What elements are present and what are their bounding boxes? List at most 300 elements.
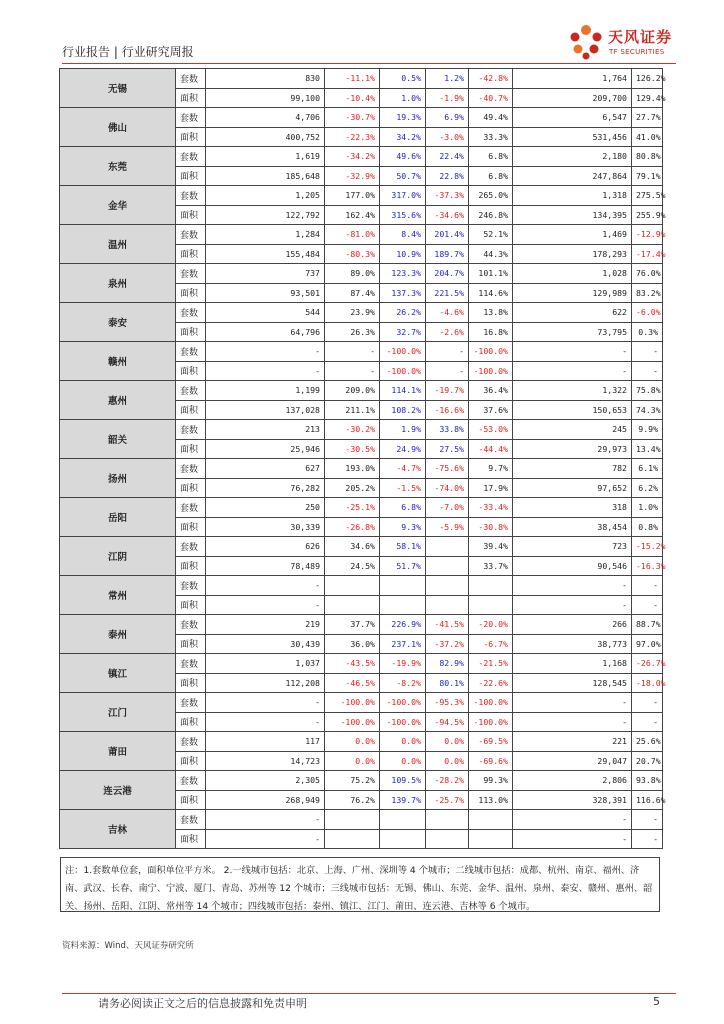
value-cell: -4.6% [426, 303, 469, 323]
row-type-label: 面积 [176, 556, 206, 576]
value-cell: -100.0% [469, 361, 513, 381]
value-cell: -40.7% [469, 88, 513, 108]
value-cell: 1.9% [380, 420, 426, 440]
row-type-label: 套数 [176, 576, 206, 596]
city-name: 佛山 [60, 108, 176, 147]
value-cell [469, 576, 513, 596]
value-cell: 36.0% [325, 634, 380, 654]
value-cell: 44.3% [469, 244, 513, 264]
row-type-label: 面积 [176, 790, 206, 810]
housing-sales-table [59, 68, 666, 849]
value-cell: 30,339 [206, 517, 325, 537]
value-cell: 193.0% [325, 459, 380, 479]
footer-disclaimer: 请务必阅读正文之后的信息披露和免责申明 [98, 997, 307, 1010]
value-cell: - [513, 829, 632, 849]
value-cell: 113.0% [469, 790, 513, 810]
value-cell: 26.2% [380, 303, 426, 323]
value-cell [380, 595, 426, 615]
city-name: 常州 [60, 576, 176, 615]
value-cell [380, 810, 426, 830]
value-cell: 1,469 [513, 225, 632, 245]
table-row [60, 615, 663, 635]
company-logo [566, 22, 676, 62]
value-cell: 328,391 [513, 790, 632, 810]
city-name: 韶关 [60, 420, 176, 459]
value-cell: -2.6% [426, 322, 469, 342]
value-cell: - [206, 829, 325, 849]
value-cell: 134,395 [513, 205, 632, 225]
value-cell: 1.0% [380, 88, 426, 108]
value-cell: 10.9% [380, 244, 426, 264]
value-cell: 6,547 [513, 108, 632, 128]
value-cell: 9.9% [632, 420, 663, 440]
row-type-label: 面积 [176, 244, 206, 264]
value-cell: 1,168 [513, 654, 632, 674]
value-cell: 400,752 [206, 127, 325, 147]
value-cell: -11.1% [325, 69, 380, 89]
table-row [60, 147, 663, 167]
city-name: 吉林 [60, 810, 176, 849]
value-cell: -15.2% [632, 537, 663, 557]
value-cell: -6.7% [469, 634, 513, 654]
value-cell: 27.5% [426, 439, 469, 459]
table-row [60, 381, 663, 401]
value-cell: 129.4% [632, 88, 663, 108]
table-row [60, 225, 663, 245]
value-cell: - [632, 810, 663, 830]
row-type-label: 套数 [176, 186, 206, 206]
value-cell: 38,454 [513, 517, 632, 537]
value-cell [325, 595, 380, 615]
value-cell: - [513, 342, 632, 362]
table-note: 注：1.套数单位套，面积单位平方米。 2.一线城市包括：北京、上海、广州、深圳等 4 个城市；二线城市包括：成都、杭州、南京、福州、济南、武汉、长春、南宁、宁波、厦门、青岛、苏州等 12 个城市；三线城市包括：无锡、佛山、东莞、金华、温州、泉州、泰安、赣州、惠州、韶关、扬州、岳阳、江阴、常州等 14 个城市；四线城市包括：泰州、镇江、江门、莆田、连云港、吉林等 6 个城市。 [60, 857, 660, 912]
row-type-label: 套数 [176, 810, 206, 830]
header-divider [62, 63, 676, 64]
logo-text-cn: 天风证券 [608, 28, 673, 46]
value-cell: 123.3% [380, 264, 426, 284]
value-cell: 2,180 [513, 147, 632, 167]
value-cell: 155,484 [206, 244, 325, 264]
value-cell: -94.5% [426, 712, 469, 732]
row-type-label: 面积 [176, 634, 206, 654]
row-type-label: 面积 [176, 439, 206, 459]
value-cell: 76.0% [632, 264, 663, 284]
value-cell: 1,037 [206, 654, 325, 674]
value-cell: 36.4% [469, 381, 513, 401]
value-cell: 97,652 [513, 478, 632, 498]
value-cell: 1.2% [426, 69, 469, 89]
value-cell: 97.0% [632, 634, 663, 654]
value-cell: 9.3% [380, 517, 426, 537]
value-cell: - [325, 361, 380, 381]
value-cell: -34.6% [426, 205, 469, 225]
table-row [60, 303, 663, 323]
value-cell: 150,653 [513, 400, 632, 420]
value-cell: 6.8% [469, 166, 513, 186]
value-cell: 13.4% [632, 439, 663, 459]
value-cell: 24.9% [380, 439, 426, 459]
value-cell: -17.4% [632, 244, 663, 264]
table-row [60, 342, 663, 362]
value-cell: -81.0% [325, 225, 380, 245]
report-header: 行业报告 | 行业研究周报 [62, 45, 194, 59]
value-cell [325, 576, 380, 596]
value-cell: 33.7% [469, 556, 513, 576]
value-cell: 205.2% [325, 478, 380, 498]
value-cell: -95.3% [426, 693, 469, 713]
value-cell: -69.6% [469, 751, 513, 771]
city-name: 莆田 [60, 732, 176, 771]
table-row [60, 576, 663, 596]
value-cell: -100.0% [469, 693, 513, 713]
value-cell: 22.4% [426, 147, 469, 167]
value-cell: 1,619 [206, 147, 325, 167]
value-cell: 737 [206, 264, 325, 284]
value-cell: 0.8% [632, 517, 663, 537]
value-cell: -100.0% [469, 342, 513, 362]
value-cell: 237.1% [380, 634, 426, 654]
value-cell: -30.5% [325, 439, 380, 459]
row-type-label: 套数 [176, 225, 206, 245]
value-cell: 2,806 [513, 771, 632, 791]
row-type-label: 面积 [176, 400, 206, 420]
value-cell: 1,028 [513, 264, 632, 284]
value-cell: -8.2% [380, 673, 426, 693]
value-cell: - [632, 693, 663, 713]
value-cell: 93,501 [206, 283, 325, 303]
value-cell: 221.5% [426, 283, 469, 303]
logo-text-en: TF SECURITIES [609, 48, 665, 56]
value-cell: -10.4% [325, 88, 380, 108]
row-type-label: 面积 [176, 205, 206, 225]
value-cell: -46.5% [325, 673, 380, 693]
value-cell: -69.5% [469, 732, 513, 752]
value-cell: 49.4% [469, 108, 513, 128]
value-cell: 268,949 [206, 790, 325, 810]
value-cell: 101.1% [469, 264, 513, 284]
city-name: 江门 [60, 693, 176, 732]
row-type-label: 套数 [176, 693, 206, 713]
value-cell: 76.2% [325, 790, 380, 810]
value-cell: 782 [513, 459, 632, 479]
value-cell: 109.5% [380, 771, 426, 791]
value-cell: 116.6% [632, 790, 663, 810]
value-cell: 250 [206, 498, 325, 518]
value-cell: 622 [513, 303, 632, 323]
value-cell: 25.6% [632, 732, 663, 752]
value-cell [469, 595, 513, 615]
value-cell: -100.0% [380, 712, 426, 732]
value-cell: 221 [513, 732, 632, 752]
value-cell: - [513, 595, 632, 615]
value-cell [325, 810, 380, 830]
value-cell: -30.2% [325, 420, 380, 440]
city-name: 惠州 [60, 381, 176, 420]
value-cell: 88.7% [632, 615, 663, 635]
value-cell [426, 829, 469, 849]
row-type-label: 面积 [176, 127, 206, 147]
value-cell: 209,700 [513, 88, 632, 108]
city-name: 泉州 [60, 264, 176, 303]
row-type-label: 套数 [176, 420, 206, 440]
value-cell: 6.9% [426, 108, 469, 128]
value-cell: - [632, 342, 663, 362]
city-name: 无锡 [60, 69, 176, 108]
value-cell: -25.7% [426, 790, 469, 810]
value-cell: 38,773 [513, 634, 632, 654]
value-cell: -100.0% [380, 361, 426, 381]
value-cell: - [513, 361, 632, 381]
value-cell: -100.0% [469, 712, 513, 732]
value-cell: 14,723 [206, 751, 325, 771]
value-cell: 0.0% [426, 751, 469, 771]
value-cell: -33.4% [469, 498, 513, 518]
row-type-label: 套数 [176, 108, 206, 128]
value-cell: 112,208 [206, 673, 325, 693]
value-cell: 2,305 [206, 771, 325, 791]
table-row [60, 459, 663, 479]
value-cell: -20.0% [469, 615, 513, 635]
value-cell [380, 829, 426, 849]
value-cell: 1,764 [513, 69, 632, 89]
table-row [60, 186, 663, 206]
value-cell: 27.7% [632, 108, 663, 128]
value-cell: 4,706 [206, 108, 325, 128]
value-cell: - [206, 595, 325, 615]
value-cell: -18.0% [632, 673, 663, 693]
value-cell: -32.9% [325, 166, 380, 186]
value-cell: -22.6% [469, 673, 513, 693]
value-cell: -100.0% [325, 693, 380, 713]
value-cell: -3.0% [426, 127, 469, 147]
value-cell: 29,047 [513, 751, 632, 771]
value-cell: 122,792 [206, 205, 325, 225]
value-cell: 75.2% [325, 771, 380, 791]
value-cell: -53.0% [469, 420, 513, 440]
value-cell: - [632, 712, 663, 732]
value-cell: 0.0% [380, 732, 426, 752]
value-cell: 37.6% [469, 400, 513, 420]
value-cell: 1,284 [206, 225, 325, 245]
value-cell: 58.1% [380, 537, 426, 557]
value-cell: 6.8% [380, 498, 426, 518]
value-cell: 245 [513, 420, 632, 440]
value-cell: -74.0% [426, 478, 469, 498]
table-row [60, 693, 663, 713]
value-cell: 90,546 [513, 556, 632, 576]
value-cell: 108.2% [380, 400, 426, 420]
value-cell: 64,796 [206, 322, 325, 342]
value-cell: - [206, 342, 325, 362]
value-cell: 246.8% [469, 205, 513, 225]
value-cell: -100.0% [380, 342, 426, 362]
value-cell: 6.8% [469, 147, 513, 167]
value-cell: 49.6% [380, 147, 426, 167]
value-cell: 80.8% [632, 147, 663, 167]
value-cell: -19.7% [426, 381, 469, 401]
city-name: 东莞 [60, 147, 176, 186]
table-row [60, 264, 663, 284]
row-type-label: 面积 [176, 673, 206, 693]
value-cell: 226.9% [380, 615, 426, 635]
value-cell: 74.3% [632, 400, 663, 420]
city-name: 镇江 [60, 654, 176, 693]
value-cell: 265.0% [469, 186, 513, 206]
value-cell: 99,100 [206, 88, 325, 108]
value-cell: 26.3% [325, 322, 380, 342]
row-type-label: 面积 [176, 166, 206, 186]
value-cell: -100.0% [325, 712, 380, 732]
value-cell: - [632, 595, 663, 615]
value-cell: -43.5% [325, 654, 380, 674]
value-cell: 318 [513, 498, 632, 518]
value-cell [426, 810, 469, 830]
value-cell: 1,322 [513, 381, 632, 401]
value-cell: 544 [206, 303, 325, 323]
value-cell: -75.6% [426, 459, 469, 479]
value-cell: -5.9% [426, 517, 469, 537]
value-cell: -37.2% [426, 634, 469, 654]
value-cell: -30.7% [325, 108, 380, 128]
value-cell: -19.9% [380, 654, 426, 674]
value-cell: 201.4% [426, 225, 469, 245]
value-cell: 6.2% [632, 478, 663, 498]
value-cell: -44.4% [469, 439, 513, 459]
value-cell: 117 [206, 732, 325, 752]
value-cell: 626 [206, 537, 325, 557]
value-cell: -34.2% [325, 147, 380, 167]
city-name: 连云港 [60, 771, 176, 810]
row-type-label: 套数 [176, 69, 206, 89]
data-source: 资料来源：Wind、天风证券研究所 [62, 941, 194, 951]
value-cell: 99.3% [469, 771, 513, 791]
value-cell: 89.0% [325, 264, 380, 284]
value-cell: - [206, 361, 325, 381]
value-cell [469, 829, 513, 849]
city-name: 扬州 [60, 459, 176, 498]
value-cell: -21.5% [469, 654, 513, 674]
value-cell: 1,318 [513, 186, 632, 206]
row-type-label: 套数 [176, 498, 206, 518]
value-cell: 129,989 [513, 283, 632, 303]
value-cell: 128,545 [513, 673, 632, 693]
value-cell: 6.1% [632, 459, 663, 479]
value-cell: 50.7% [380, 166, 426, 186]
value-cell: 20.7% [632, 751, 663, 771]
value-cell: -41.5% [426, 615, 469, 635]
value-cell: 0.0% [325, 751, 380, 771]
value-cell: 41.0% [632, 127, 663, 147]
table-row [60, 654, 663, 674]
value-cell: 177.0% [325, 186, 380, 206]
row-type-label: 套数 [176, 771, 206, 791]
value-cell: 0.0% [426, 732, 469, 752]
row-type-label: 面积 [176, 595, 206, 615]
value-cell: - [513, 576, 632, 596]
row-type-label: 面积 [176, 517, 206, 537]
value-cell: 17.9% [469, 478, 513, 498]
value-cell: 114.6% [469, 283, 513, 303]
value-cell: 34.2% [380, 127, 426, 147]
value-cell: - [632, 576, 663, 596]
value-cell: 8.4% [380, 225, 426, 245]
value-cell: -26.8% [325, 517, 380, 537]
table-row [60, 537, 663, 557]
value-cell: 204.7% [426, 264, 469, 284]
value-cell: -42.8% [469, 69, 513, 89]
value-cell: -16.3% [632, 556, 663, 576]
value-cell [426, 537, 469, 557]
row-type-label: 套数 [176, 615, 206, 635]
value-cell [469, 810, 513, 830]
value-cell [380, 576, 426, 596]
row-type-label: 面积 [176, 322, 206, 342]
value-cell: 9.7% [469, 459, 513, 479]
value-cell: 87.4% [325, 283, 380, 303]
table-row [60, 108, 663, 128]
value-cell: 209.0% [325, 381, 380, 401]
value-cell: - [513, 712, 632, 732]
value-cell: - [325, 342, 380, 362]
value-cell: -22.3% [325, 127, 380, 147]
value-cell: 75.8% [632, 381, 663, 401]
value-cell [325, 829, 380, 849]
value-cell: 23.9% [325, 303, 380, 323]
value-cell: 52.1% [469, 225, 513, 245]
value-cell: - [206, 693, 325, 713]
city-name: 赣州 [60, 342, 176, 381]
table-row [60, 771, 663, 791]
value-cell: 32.7% [380, 322, 426, 342]
value-cell: 830 [206, 69, 325, 89]
city-name: 温州 [60, 225, 176, 264]
city-name: 泰安 [60, 303, 176, 342]
value-cell: 219 [206, 615, 325, 635]
row-type-label: 面积 [176, 829, 206, 849]
row-type-label: 套数 [176, 264, 206, 284]
value-cell: 162.4% [325, 205, 380, 225]
row-type-label: 套数 [176, 147, 206, 167]
value-cell: 627 [206, 459, 325, 479]
value-cell: 211.1% [325, 400, 380, 420]
value-cell: 16.8% [469, 322, 513, 342]
value-cell: 0.0% [325, 732, 380, 752]
row-type-label: 面积 [176, 712, 206, 732]
value-cell: 126.2% [632, 69, 663, 89]
value-cell: 73,795 [513, 322, 632, 342]
city-name: 泰州 [60, 615, 176, 654]
value-cell: 247,864 [513, 166, 632, 186]
value-cell [426, 556, 469, 576]
value-cell: -7.0% [426, 498, 469, 518]
value-cell: 13.8% [469, 303, 513, 323]
value-cell: 33.8% [426, 420, 469, 440]
value-cell: 0.3% [632, 322, 663, 342]
value-cell: - [426, 342, 469, 362]
value-cell: 80.1% [426, 673, 469, 693]
value-cell: 723 [513, 537, 632, 557]
flower-logo-icon [566, 22, 606, 62]
value-cell: -80.3% [325, 244, 380, 264]
value-cell: 1,199 [206, 381, 325, 401]
value-cell: -12.9% [632, 225, 663, 245]
table-row [60, 420, 663, 440]
value-cell: 22.8% [426, 166, 469, 186]
value-cell: 78,489 [206, 556, 325, 576]
value-cell: 34.6% [325, 537, 380, 557]
value-cell: 39.4% [469, 537, 513, 557]
value-cell: 83.2% [632, 283, 663, 303]
